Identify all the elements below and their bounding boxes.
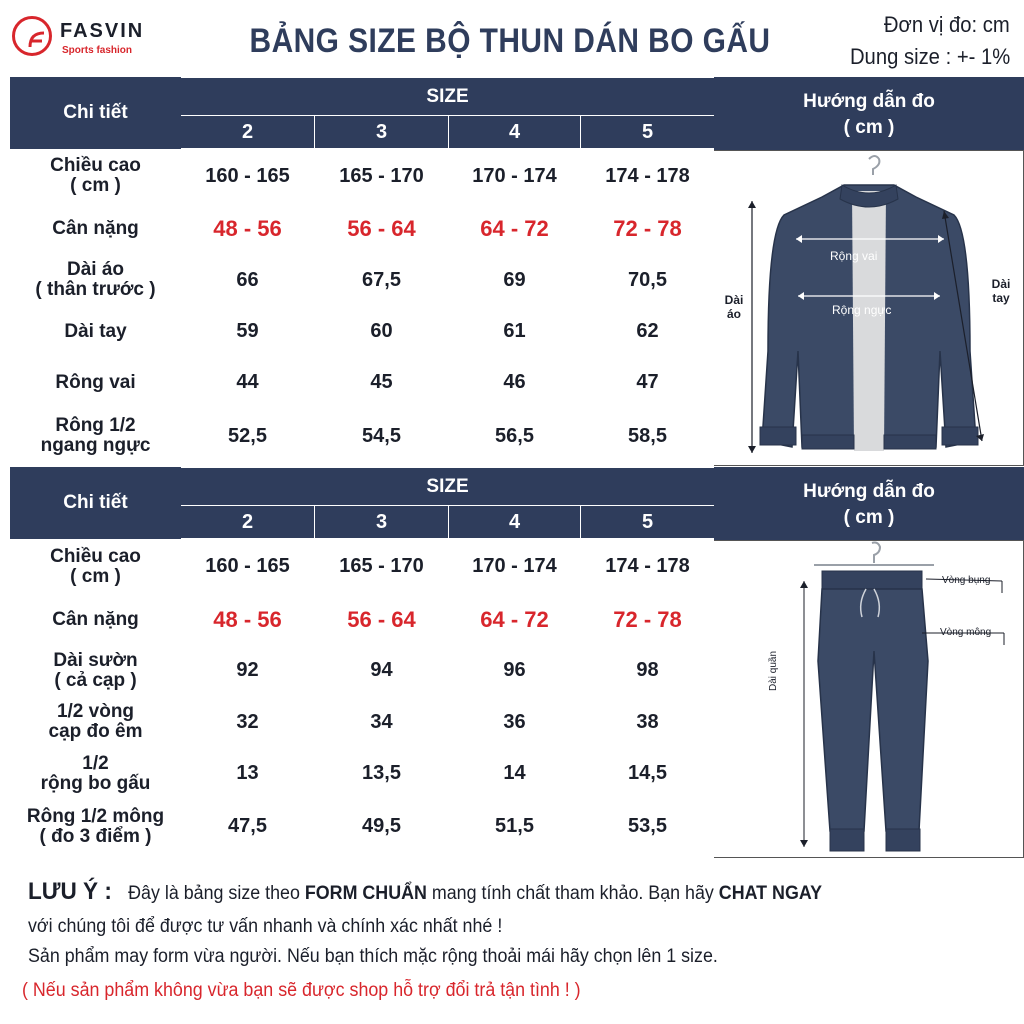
- row-label: Rông 1/2 mông ( đo 3 điểm ): [11, 800, 181, 854]
- row-label: Dài tay: [11, 307, 181, 357]
- table-cell: 32: [181, 697, 315, 748]
- shoulder-width-label: Rộng vai: [830, 249, 878, 263]
- size-header: SIZE: [181, 468, 715, 506]
- size-col-header: 5: [581, 116, 715, 149]
- row-label: 1/2 rộng bo gấu: [11, 748, 181, 800]
- table-row: [11, 645, 715, 697]
- table-cell: 58,5: [581, 409, 715, 464]
- row-label: Rông vai: [11, 357, 181, 409]
- brand-name: FASVIN: [60, 20, 145, 42]
- table-cell: 53,5: [581, 800, 715, 854]
- table-row: [11, 204, 715, 254]
- table-cell: 47,5: [181, 800, 315, 854]
- table-cell: 174 - 178: [581, 149, 715, 204]
- table-cell: 92: [181, 645, 315, 697]
- hip-label: Vòng mông: [940, 627, 992, 638]
- waist-label: Vòng bụng: [942, 575, 991, 586]
- unit-text: Đơn vị đo: cm: [884, 12, 1010, 37]
- table-cell: 46: [449, 357, 581, 409]
- table-row: [11, 539, 715, 595]
- table-cell: 160 - 165: [181, 149, 315, 204]
- table-row: [11, 800, 715, 854]
- table-cell: 174 - 178: [581, 539, 715, 595]
- logo-circle-icon: [12, 16, 52, 56]
- table-cell: 66: [181, 254, 315, 307]
- table-cell: 170 - 174: [449, 149, 581, 204]
- note-line-3: Sản phẩm may form vừa người. Nếu bạn thích mặc rộng thoải mái hãy chọn lên 1 size.: [28, 946, 718, 967]
- table-cell: 64 - 72: [449, 204, 581, 254]
- row-label: Dài áo ( thân trước ): [11, 254, 181, 307]
- row-label: Cân nặng: [11, 595, 181, 645]
- table-cell: 56,5: [449, 409, 581, 464]
- row-label: Cân nặng: [11, 204, 181, 254]
- size-col-header: 5: [581, 506, 715, 539]
- pants-illustration-icon: [714, 541, 1024, 859]
- size-col-header: 3: [315, 506, 449, 539]
- table-cell: 160 - 165: [181, 539, 315, 595]
- sleeve-length-label: Dài tay: [991, 277, 1011, 305]
- size-header: SIZE: [181, 78, 715, 116]
- note-title: LƯU Ý :: [28, 878, 112, 905]
- table-cell: 14: [449, 748, 581, 800]
- table-row: [11, 697, 715, 748]
- table-cell: 59: [181, 307, 315, 357]
- table-cell: 72 - 78: [581, 595, 715, 645]
- table-cell: 38: [581, 697, 715, 748]
- table-row: [11, 307, 715, 357]
- table-cell: 13,5: [315, 748, 449, 800]
- table-cell: 52,5: [181, 409, 315, 464]
- size-col-header: 2: [181, 506, 315, 539]
- row-label: Rông 1/2 ngang ngực: [11, 409, 181, 464]
- table-cell: 13: [181, 748, 315, 800]
- table-cell: 48 - 56: [181, 204, 315, 254]
- brand-tagline: Sports fashion: [62, 45, 133, 56]
- table-cell: 94: [315, 645, 449, 697]
- table-cell: 45: [315, 357, 449, 409]
- table-cell: 47: [581, 357, 715, 409]
- table-cell: 14,5: [581, 748, 715, 800]
- pants-length-label: Dài quần: [768, 650, 779, 691]
- pants-guide-header: Hướng dẫn đo ( cm ): [714, 467, 1024, 540]
- row-label: 1/2 vòng cạp đo êm: [11, 697, 181, 748]
- table-cell: 56 - 64: [315, 595, 449, 645]
- table-cell: 62: [581, 307, 715, 357]
- table-cell: 36: [449, 697, 581, 748]
- table-row: [11, 254, 715, 307]
- pants-measure-guide: [714, 540, 1024, 858]
- table-cell: 51,5: [449, 800, 581, 854]
- note-line-4: ( Nếu sản phẩm không vừa bạn sẽ được shop hỗ trợ đổi trả tận tình ! ): [22, 980, 581, 1001]
- table-cell: 72 - 78: [581, 204, 715, 254]
- table-cell: 48 - 56: [181, 595, 315, 645]
- table-cell: 44: [181, 357, 315, 409]
- table-cell: 96: [449, 645, 581, 697]
- table-cell: 34: [315, 697, 449, 748]
- chat-now-emphasis: CHAT NGAY: [718, 883, 823, 904]
- table-cell: 49,5: [315, 800, 449, 854]
- table-cell: 170 - 174: [449, 539, 581, 595]
- row-label: Chiều cao ( cm ): [11, 539, 181, 595]
- shirt-size-table: [10, 77, 715, 464]
- chest-width-label: Rộng ngực: [832, 303, 892, 317]
- tolerance-text: Dung size : +- 1%: [849, 44, 1010, 69]
- note-line-2: với chúng tôi để được tư vấn nhanh và chính xác nhất nhé !: [28, 916, 503, 937]
- size-col-header: 2: [181, 116, 315, 149]
- size-col-header: 3: [315, 116, 449, 149]
- table-row: [11, 409, 715, 464]
- brand-logo: [10, 14, 160, 60]
- table-cell: 56 - 64: [315, 204, 449, 254]
- size-col-header: 4: [449, 506, 581, 539]
- table-cell: 61: [449, 307, 581, 357]
- table-row: [11, 149, 715, 204]
- detail-header: Chi tiết: [11, 78, 181, 149]
- row-label: Chiều cao ( cm ): [11, 149, 181, 204]
- table-cell: 54,5: [315, 409, 449, 464]
- note-line-1: LƯU Ý : Đây là bảng size theo FORM CHUẨN mang tính chất tham khảo. Bạn hãy CHAT NGAY: [28, 878, 823, 905]
- table-cell: 165 - 170: [315, 149, 449, 204]
- table-cell: 165 - 170: [315, 539, 449, 595]
- table-row: [11, 357, 715, 409]
- pants-size-table: [10, 467, 715, 854]
- page-title: BẢNG SIZE BỘ THUN DÁN BO GẤU: [249, 22, 771, 60]
- table-cell: 69: [449, 254, 581, 307]
- shirt-guide-header: Hướng dẫn đo ( cm ): [714, 77, 1024, 150]
- detail-header: Chi tiết: [11, 468, 181, 539]
- table-cell: 98: [581, 645, 715, 697]
- logo-f-icon: [23, 27, 51, 55]
- shirt-length-label: Dài áo: [724, 293, 744, 321]
- table-row: [11, 595, 715, 645]
- table-cell: 64 - 72: [449, 595, 581, 645]
- table-row: [11, 748, 715, 800]
- table-cell: 60: [315, 307, 449, 357]
- form-emphasis: FORM CHUẨN: [304, 883, 427, 904]
- shirt-measure-guide: [714, 150, 1024, 466]
- row-label: Dài sườn ( cả cạp ): [11, 645, 181, 697]
- table-cell: 70,5: [581, 254, 715, 307]
- table-cell: 67,5: [315, 254, 449, 307]
- size-col-header: 4: [449, 116, 581, 149]
